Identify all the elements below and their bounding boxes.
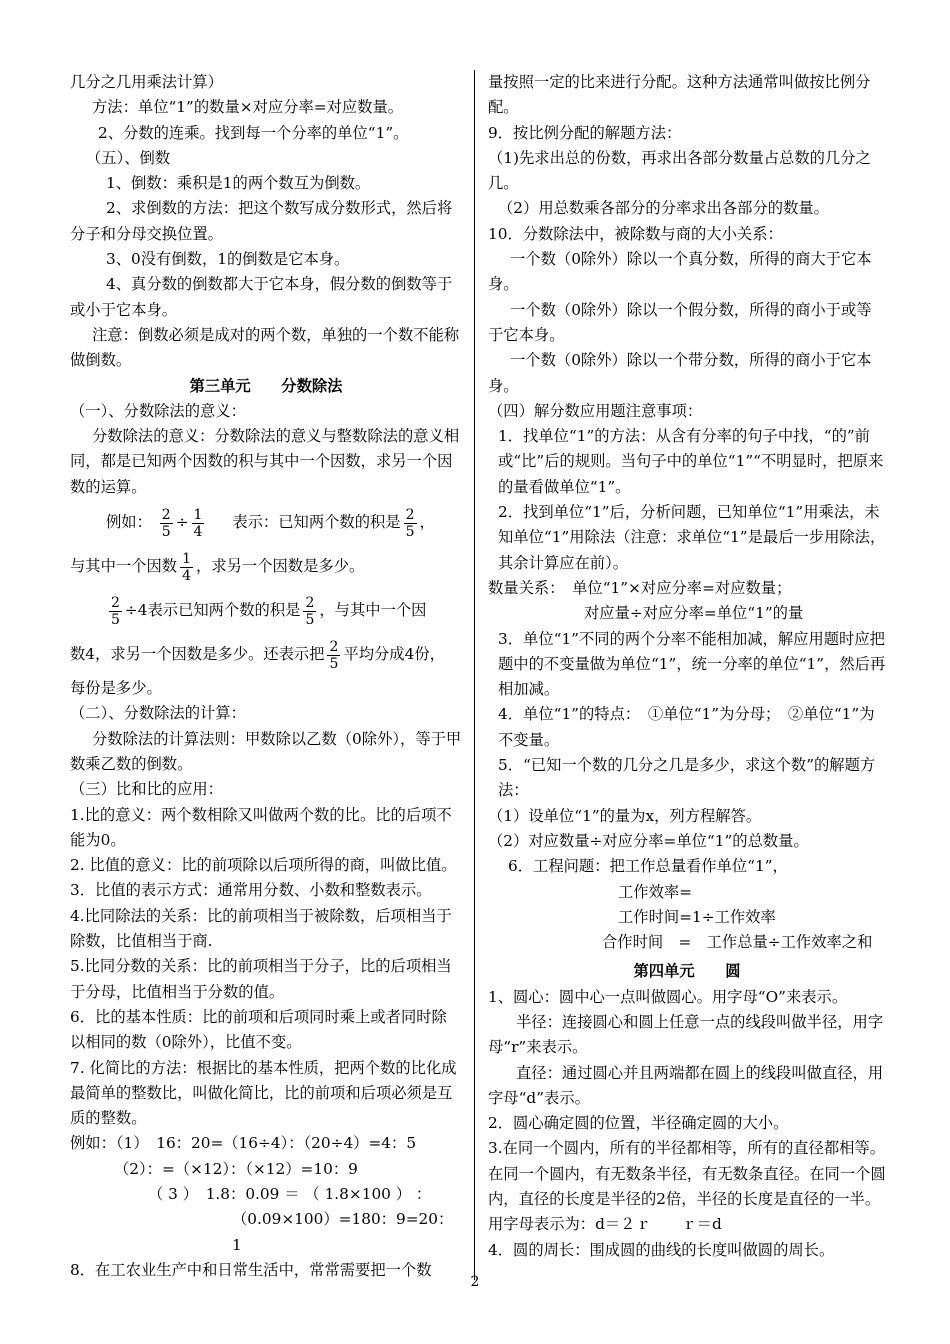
text-line: 3、0没有倒数，1的倒数是它本身。	[106, 250, 350, 269]
fraction-two-fifths: $\frac{2}{5}$	[405, 506, 415, 540]
text-paragraph: 一个数（0除外）除以一个假分数，所得的商小于或等于它本身。	[488, 300, 872, 344]
example-label: 例如：	[106, 513, 152, 532]
text-line: 每份是多少。	[70, 679, 162, 698]
right-column	[488, 70, 886, 1263]
division-sign: ÷	[175, 513, 189, 532]
text-paragraph: 一个数（0除外）除以一个带分数，所得的商小于它本身。	[488, 351, 872, 395]
text-paragraph: 4、真分数的倒数都大于它本身，假分数的倒数等于或小于它本身。	[70, 275, 453, 319]
example-text: ，求另一个因数是多少。	[196, 557, 365, 576]
text-line: 1、倒数：乘积是1的两个数互为倒数。	[106, 174, 371, 193]
example-line: （ 3 ） 1.8：0.09 ＝ （ 1.8×100 ） ：	[148, 1184, 432, 1203]
example-line	[70, 500, 462, 544]
left-column	[70, 70, 462, 1283]
text-line: 2．圆心确定圆的位置，半径确定圆的大小。	[488, 1114, 789, 1133]
text-line: （1）设单位“1”的量为x，列方程解答。	[488, 806, 762, 825]
section-heading: （二）、分数除法的计算：	[70, 704, 246, 723]
section-heading: （四）解分数应用题注意事项：	[488, 401, 703, 420]
rule-item: 2. 比值的意义：比的前项除以后项所得的商，叫做比值。	[70, 856, 457, 875]
example-text: ，与其中一个因	[319, 601, 427, 620]
text-paragraph: 一个数（0除外）除以一个真分数，所得的商大于它本身。	[488, 250, 872, 294]
rule-item: 8．在工农业生产中和日常生活中，常常需要把一个数	[70, 1260, 432, 1279]
text-paragraph: （1)先求出总的份数，再求出各部分数量占总数的几分之几。	[488, 148, 871, 193]
column-divider	[474, 70, 475, 1280]
rule-item: 9．按比例分配的解题方法：	[488, 123, 682, 142]
section-heading: （一）、分数除法的意义：	[70, 401, 246, 420]
text-line: 方法：单位“1”的数量×对应分率=对应数量。	[92, 98, 404, 117]
text-paragraph: 4．单位“1”的特点： ①单位“1”为分母； ②单位“1”为不变量。	[498, 705, 875, 749]
text-line: 2、分数的连乘。找到每一个分率的单位“1”。	[98, 123, 409, 142]
rule-item: 10．分数除法中，被除数与商的大小关系：	[488, 224, 783, 243]
example-text: 数4，求另一个因数是多少。还表示把	[70, 645, 325, 664]
text-line: 工作时间=1÷工作效率	[618, 907, 776, 926]
rule-item: 6．比的基本性质：比的前项和后项同时乘上或者同时除以相同的数（0除外），比值不变。	[70, 1007, 447, 1052]
text-paragraph: 分数除法的计算法则：甲数除以乙数（0除外），等于甲数乘乙数的倒数。	[70, 729, 462, 773]
example-line	[70, 588, 462, 632]
fraction-two-fifths: $\frac{2}{5}$	[329, 638, 339, 672]
text-line: 1、圆心：圆中心一点叫做圆心。用字母“O”来表示。	[488, 987, 848, 1006]
example-text: ÷4表示已知两个数的积是	[124, 601, 301, 620]
text-paragraph: 分数除法的意义：分数除法的意义与整数除法的意义相同，都是已知两个因数的积与其中一个因数，求另一个因数的运算。	[70, 427, 460, 496]
example-text: ，	[419, 513, 435, 532]
rule-item: 4.比同除法的关系：比的前项相当于被除数，后项相当于除数，比值相当于商.	[70, 906, 452, 951]
unit3-title: 第三单元 分数除法	[189, 376, 343, 395]
text-paragraph: 直径：通过圆心并且两端都在圆上的线段叫做直径，用字母“d”表示。	[488, 1063, 884, 1107]
section-heading: （五）、倒数	[86, 148, 171, 167]
text-line: 数量关系： 单位“1”×对应分率=对应数量；	[488, 578, 792, 597]
text-paragraph: 1．找单位“1”的方法：从含有分率的句子中找，“的”前或“比”后的规则。当句子中的单位“1”“不明显时，把原来的量看做单位“1”。	[498, 427, 884, 496]
rule-item: 7. 化简比的方法：根据比的基本性质，把两个数的比化成最简单的整数比，叫做化简比，比的前项和后项必须是互质的整数。	[70, 1058, 457, 1128]
example-text: 表示：已知两个数的积是	[232, 513, 401, 532]
rule-item: 5.比同分数的关系：比的前项相当于分子，比的后项相当于分母，比值相当于分数的值。	[70, 957, 452, 1001]
text-line: （2）用总数乘各部分的分率求出各部分的数量。	[498, 199, 829, 218]
fraction-two-fifths: $\frac{2}{5}$	[111, 594, 120, 628]
fraction-one-quarter: $\frac{1}{4}$	[182, 550, 192, 584]
example-text: 与其中一个因数	[70, 557, 178, 576]
section-heading: （三）比和比的应用：	[70, 780, 223, 799]
example-line: （0.09×100）=180：9=20：1	[232, 1210, 454, 1254]
text-line: 工作效率=	[618, 882, 693, 901]
rule-item: 3．比值的表示方式：通常用分数、小数和整数表示。	[70, 881, 432, 900]
fraction-two-fifths: $\frac{2}{5}$	[305, 594, 315, 628]
fraction-two-fifths: $\frac{2}{5}$	[161, 506, 171, 540]
text-paragraph: 3.在同一个圆内，所有的半径都相等，所有的直径都相等。在同一个圆内，有无数条半径，有无数条直径。在同一个圆内，直径的长度是半径的2倍，半径的长度是直径的一半。用字母表示为：d＝２ｒ ｒ＝d	[488, 1139, 886, 1234]
example-line	[70, 632, 462, 676]
example-line: （2）：=（×12）：（×12）=10：9	[114, 1159, 358, 1178]
text-paragraph: 合作时间 = 工作总量÷工作效率之和	[602, 933, 873, 952]
rule-item: 1.比的意义：两个数相除又叫做两个数的比。比的后项不能为0。	[70, 805, 452, 849]
text-paragraph: 2、求倒数的方法：把这个数写成分数形式，然后将分子和分母交换位置。	[70, 199, 453, 243]
text-paragraph: 半径：连接圆心和圆上任意一点的线段叫做半径，用字母“r”来表示。	[488, 1012, 884, 1057]
text-line: 对应量÷对应分率=单位“1”的量	[584, 604, 804, 623]
text-paragraph: 3．单位“1”不同的两个分率不能相加减，解应用题时应把题中的不变量做为单位“1”，统一分率的单位“1”，然后再相加减。	[498, 629, 886, 699]
example-line: 例如：（1） 16：20=（16÷4）：（20÷4）=4：5	[70, 1134, 417, 1153]
unit4-title: 第四单元 圆	[633, 962, 741, 981]
text-line: 6．工程问题：把工作总量看作单位“1”，	[508, 857, 788, 876]
example-line	[70, 544, 462, 588]
text-line: 4．圆的周长：围成圆的曲线的长度叫做圆的周长。	[488, 1240, 835, 1259]
note-paragraph: 注意：倒数必须是成对的两个数，单独的一个数不能称做倒数。	[70, 325, 460, 370]
example-text: 平均分成4份，	[343, 645, 445, 664]
text-paragraph: 量按照一定的比来进行分配。这种方法通常叫做按比例分配。	[488, 73, 871, 117]
text-paragraph: 2．找到单位“1”后，分析问题，已知单位“1”用乘法，未知单位“1”用除法（注意：求单位“1”是最后一步用除法，其余计算应在前）。	[498, 503, 886, 572]
text-paragraph: 5．“已知一个数的几分之几是多少，求这个数”的解题方法：	[498, 756, 876, 800]
text-line: （2）对应数量÷对应分率=单位“1”的总数量。	[488, 831, 809, 850]
text-line: 几分之几用乘法计算）	[70, 73, 223, 91]
fraction-one-quarter: $\frac{1}{4}$	[193, 506, 203, 540]
page-number: 2	[470, 1274, 480, 1290]
